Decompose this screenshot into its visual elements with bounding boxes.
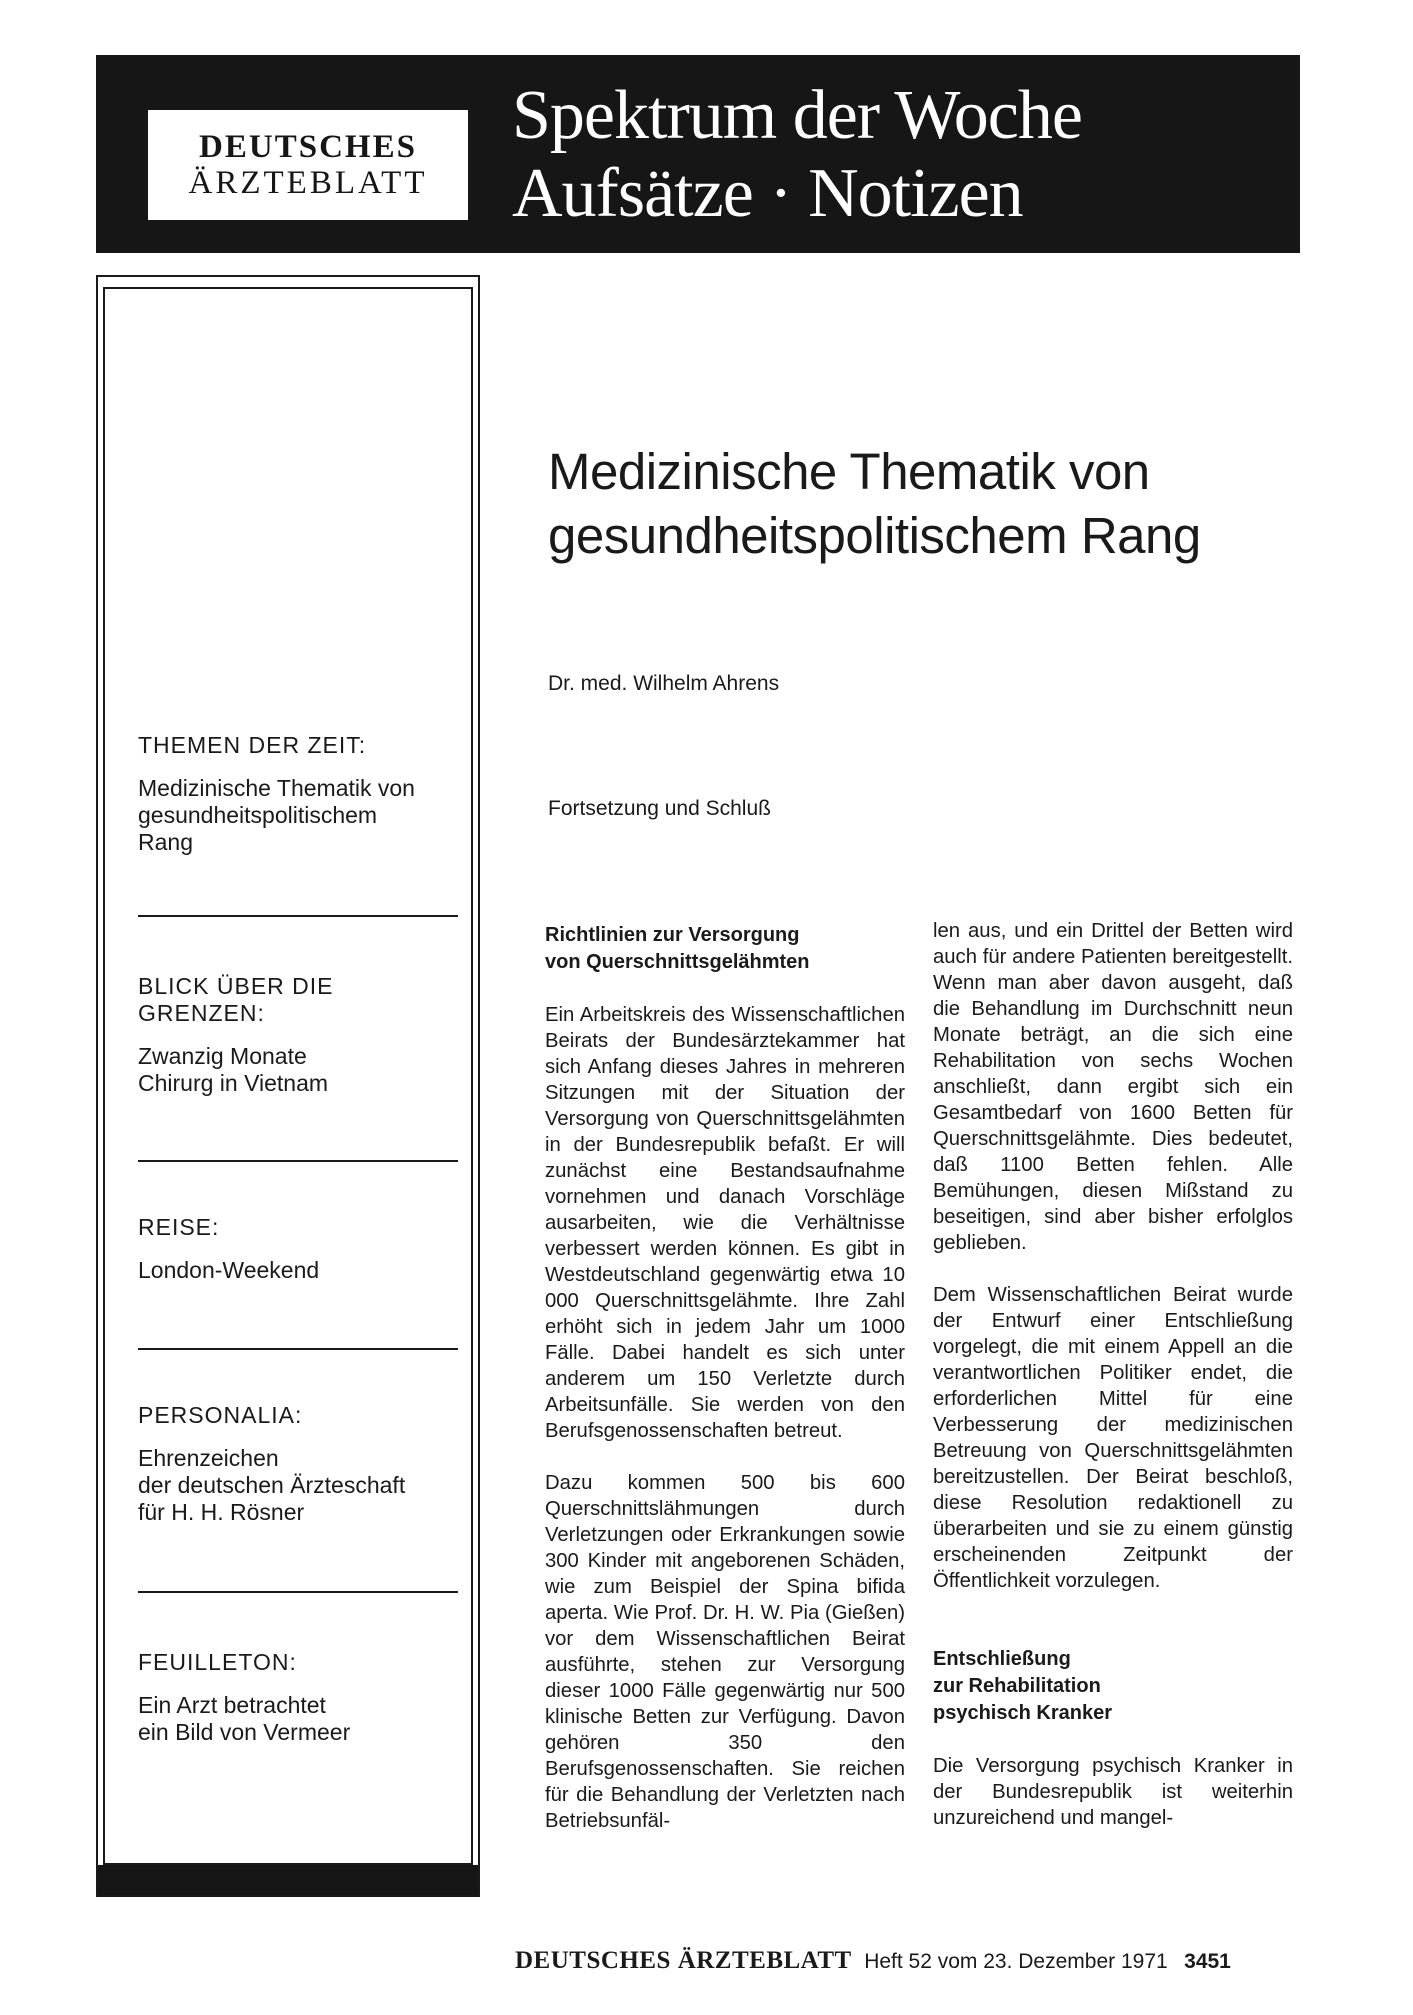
toc-entry <box>138 1043 468 1097</box>
logo-line-2: ÄRZTEBLATT <box>188 165 428 201</box>
toc-divider <box>138 915 458 917</box>
table-of-contents-box <box>96 275 480 1897</box>
article-subtitle: Fortsetzung und Schluß <box>548 797 771 820</box>
toc-section-blick[interactable] <box>138 973 468 1097</box>
toc-entry-line: Medizinische Thematik von <box>138 775 415 801</box>
toc-heading: PERSONALIA: <box>138 1402 303 1428</box>
toc-heading: FEUILLETON: <box>138 1649 297 1675</box>
toc-entry-line: Ehrenzeichen <box>138 1445 279 1471</box>
page-footer <box>515 1947 1231 1975</box>
section-title <box>512 77 1082 233</box>
toc-entry-line: Chirurg in Vietnam <box>138 1070 329 1096</box>
article-title <box>548 440 1288 568</box>
toc-entry <box>138 1692 468 1746</box>
toc-divider <box>138 1348 458 1350</box>
toc-entry-line: der deutschen Ärzteschaft <box>138 1472 406 1498</box>
toc-entry-line: ein Bild von Vermeer <box>138 1719 351 1745</box>
article-title-line: gesundheitspolitischem Rang <box>548 507 1201 564</box>
section-title-line-2: Aufsätze · Notizen <box>512 155 1023 232</box>
paragraph: Dazu kommen 500 bis 600 Querschnittslähmungen durch Verletzungen oder Erkrankungen sowie 300 Kinder mit angeborenen Schäden, wie zum Beispiel der Spina bifida aperta. Wie Prof. Dr. H. W. Pia (Gießen) vor dem Wissenschaftlichen Beirat ausführte, stehen zur Versorgung dieser 1000 Fälle gegenwärtig nur 500 klinische Betten zur Verfügung. Davon gehören 350 den Berufsgenossenschaften. Sie reichen für die Behandlung der Verletzten nach Betriebsunfäl- <box>545 1472 905 1832</box>
header-band <box>96 55 1300 253</box>
toc-section-reise[interactable] <box>138 1214 468 1284</box>
paragraph: Dem Wissenschaftlichen Beirat wurde der Entwurf einer Entschließung vorgelegt, die mit einem Appell an die verantwortlichen Politiker endet, die erforderlichen Mittel für eine Verbesserung der medizinischen Betreuung von Querschnittsgelähmten bereitzustellen. Der Beirat beschloß, diese Resolution redaktionell zu überarbeiten und sie zu einem günstig erscheinenden Zeitpunkt der Öffentlichkeit vorzulegen. <box>933 1284 1293 1592</box>
section-heading-line: Entschließung <box>933 1648 1071 1670</box>
toc-section-themen[interactable] <box>138 732 468 856</box>
toc-section-personalia[interactable] <box>138 1402 468 1526</box>
section-heading-line: Richtlinien zur Versorgung <box>545 924 800 946</box>
toc-entry-line: Zwanzig Monate <box>138 1043 307 1069</box>
toc-heading <box>138 973 468 1027</box>
footer-issue: Heft 52 vom 23. Dezember 1971 <box>864 1950 1168 1973</box>
toc-heading: THEMEN DER ZEIT: <box>138 732 367 758</box>
toc-entry-line: gesundheitspolitischem <box>138 802 378 828</box>
paragraph: len aus, und ein Drittel der Betten wird auch für andere Patienten bereitgestellt. Wenn man aber davon ausgeht, daß die Behandlung im Durchschnitt neun Monate beträgt, an die sich eine Rehabilitation von sechs Wochen anschließt, dann ergibt sich ein Gesamtbedarf von 1600 Betten für Querschnittsgelähmte. Dies bedeutet, daß 1100 Betten fehlen. Alle Bemühungen, diesen Mißstand zu beseitigen, sind aber bisher erfolglos geblieben. <box>933 920 1293 1254</box>
page-number: 3451 <box>1184 1950 1231 1973</box>
toc-heading-line: BLICK ÜBER DIE <box>138 973 334 999</box>
sidebar-footer-bar <box>98 1865 478 1895</box>
section-title-line-1: Spektrum der Woche <box>512 77 1082 154</box>
toc-entry-line: Rang <box>138 829 193 855</box>
section-heading <box>545 922 905 976</box>
toc-entry <box>138 1445 468 1526</box>
article-column-2 <box>933 918 1293 1857</box>
toc-divider <box>138 1160 458 1162</box>
section-heading-line: psychisch Kranker <box>933 1702 1112 1724</box>
toc-entry-line: London-Weekend <box>138 1257 320 1283</box>
article-title-line: Medizinische Thematik von <box>548 443 1150 500</box>
logo-line-1: DEUTSCHES <box>199 129 417 165</box>
toc-entry <box>138 1257 468 1284</box>
toc-heading-line: GRENZEN: <box>138 1000 265 1026</box>
toc-entry <box>138 775 468 856</box>
section-heading-line: von Querschnittsgelähmten <box>545 951 810 973</box>
paragraph: Ein Arbeitskreis des Wissenschaftlichen Beirats der Bundesärztekammer hat sich Anfang dieses Jahres in mehreren Sitzungen mit der Situation der Versorgung von Querschnittsgelähmten in der Bundesrepublik befaßt. Er will zunächst eine Bestandsaufnahme vornehmen und danach Vorschläge ausarbeiten, wie die Verhältnisse verbessert werden können. Es gibt in Westdeutschland gegenwärtig etwa 10 000 Querschnittsgelähmte. Ihre Zahl erhöht sich in jedem Jahr um 1000 Fälle. Dabei handelt es sich unter anderem um 150 Verletzte durch Arbeitsunfälle. Sie werden von den Berufsgenossenschaften betreut. <box>545 1004 905 1442</box>
toc-heading: REISE: <box>138 1214 220 1240</box>
table-of-contents-inner <box>103 287 473 1865</box>
toc-entry-line: Ein Arzt betrachtet <box>138 1692 326 1718</box>
toc-divider <box>138 1591 458 1593</box>
journal-logo <box>148 110 468 220</box>
section-heading <box>933 1646 1293 1727</box>
toc-entry-line: für H. H. Rösner <box>138 1499 305 1525</box>
section-heading-line: zur Rehabilitation <box>933 1675 1101 1697</box>
paragraph: Die Versorgung psychisch Kranker in der Bundesrepublik ist weiterhin unzureichend und mangel- <box>933 1755 1293 1829</box>
article-author: Dr. med. Wilhelm Ahrens <box>548 672 780 695</box>
article-column-1 <box>545 922 905 1860</box>
toc-section-feuilleton[interactable] <box>138 1649 468 1746</box>
footer-journal-name: DEUTSCHES ÄRZTEBLATT <box>515 1947 852 1974</box>
